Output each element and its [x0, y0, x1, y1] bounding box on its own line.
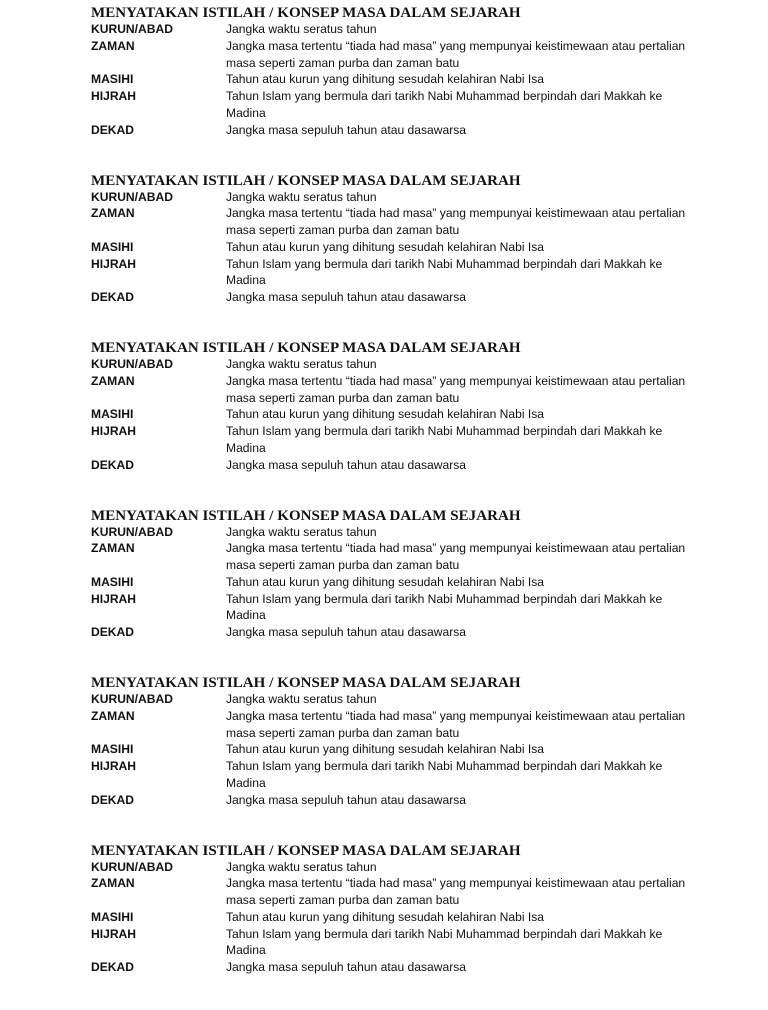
term-label: DEKAD: [91, 457, 226, 474]
term-definition: Jangka masa sepuluh tahun atau dasawarsa: [226, 624, 691, 641]
block-title: MENYATAKAN ISTILAH / KONSEP MASA DALAM SEJARAH: [91, 5, 691, 21]
term-label: HIJRAH: [91, 423, 226, 440]
term-row: [91, 708, 691, 742]
term-block: [91, 675, 691, 843]
term-row: [91, 457, 691, 474]
term-label: HIJRAH: [91, 758, 226, 775]
term-row: [91, 959, 691, 976]
term-list: [91, 21, 691, 139]
term-block: [91, 173, 691, 341]
term-definition: Tahun atau kurun yang dihitung sesudah kelahiran Nabi Isa: [226, 574, 691, 591]
term-definition: Tahun Islam yang bermula dari tarikh Nabi Muhammad berpindah dari Makkah ke Madina: [226, 591, 691, 625]
term-block: [91, 508, 691, 676]
term-row: [91, 741, 691, 758]
term-definition: Jangka masa sepuluh tahun atau dasawarsa: [226, 792, 691, 809]
block-title: MENYATAKAN ISTILAH / KONSEP MASA DALAM SEJARAH: [91, 843, 691, 859]
term-label: DEKAD: [91, 122, 226, 139]
term-label: MASIHI: [91, 909, 226, 926]
term-definition: Jangka waktu seratus tahun: [226, 859, 691, 876]
term-definition: Jangka masa tertentu “tiada had masa” yang mempunyai keistimewaan atau pertalian masa seperti zaman purba dan zaman batu: [226, 205, 691, 239]
term-row: [91, 624, 691, 641]
term-row: [91, 373, 691, 407]
term-row: [91, 792, 691, 809]
term-row: [91, 574, 691, 591]
term-block: [91, 5, 691, 173]
term-row: [91, 256, 691, 290]
term-definition: Tahun atau kurun yang dihitung sesudah kelahiran Nabi Isa: [226, 741, 691, 758]
term-definition: Tahun Islam yang bermula dari tarikh Nabi Muhammad berpindah dari Makkah ke Madina: [226, 758, 691, 792]
term-label: MASIHI: [91, 406, 226, 423]
document-page: [91, 5, 691, 1010]
term-label: DEKAD: [91, 289, 226, 306]
term-row: [91, 909, 691, 926]
term-list: [91, 859, 691, 977]
term-label: KURUN/ABAD: [91, 189, 226, 206]
term-definition: Tahun Islam yang bermula dari tarikh Nabi Muhammad berpindah dari Makkah ke Madina: [226, 256, 691, 290]
term-row: [91, 205, 691, 239]
term-block: [91, 340, 691, 508]
term-definition: Jangka masa sepuluh tahun atau dasawarsa: [226, 959, 691, 976]
term-definition: Jangka masa sepuluh tahun atau dasawarsa: [226, 457, 691, 474]
block-title: MENYATAKAN ISTILAH / KONSEP MASA DALAM SEJARAH: [91, 173, 691, 189]
term-definition: Jangka masa tertentu “tiada had masa” yang mempunyai keistimewaan atau pertalian masa seperti zaman purba dan zaman batu: [226, 373, 691, 407]
term-definition: Jangka waktu seratus tahun: [226, 189, 691, 206]
term-label: HIJRAH: [91, 926, 226, 943]
term-definition: Tahun atau kurun yang dihitung sesudah kelahiran Nabi Isa: [226, 909, 691, 926]
block-title: MENYATAKAN ISTILAH / KONSEP MASA DALAM SEJARAH: [91, 340, 691, 356]
term-label: KURUN/ABAD: [91, 356, 226, 373]
term-label: KURUN/ABAD: [91, 524, 226, 541]
term-label: DEKAD: [91, 624, 226, 641]
term-row: [91, 71, 691, 88]
term-definition: Jangka waktu seratus tahun: [226, 21, 691, 38]
term-label: ZAMAN: [91, 205, 226, 222]
term-row: [91, 21, 691, 38]
term-row: [91, 758, 691, 792]
term-row: [91, 406, 691, 423]
term-row: [91, 859, 691, 876]
term-label: MASIHI: [91, 741, 226, 758]
term-definition: Jangka masa tertentu “tiada had masa” yang mempunyai keistimewaan atau pertalian masa seperti zaman purba dan zaman batu: [226, 540, 691, 574]
term-row: [91, 189, 691, 206]
term-row: [91, 691, 691, 708]
term-definition: Jangka waktu seratus tahun: [226, 524, 691, 541]
term-definition: Tahun Islam yang bermula dari tarikh Nabi Muhammad berpindah dari Makkah ke Madina: [226, 88, 691, 122]
term-label: DEKAD: [91, 959, 226, 976]
term-list: [91, 524, 691, 642]
term-definition: Tahun Islam yang bermula dari tarikh Nabi Muhammad berpindah dari Makkah ke Madina: [226, 926, 691, 960]
term-row: [91, 289, 691, 306]
term-definition: Tahun atau kurun yang dihitung sesudah kelahiran Nabi Isa: [226, 71, 691, 88]
term-label: MASIHI: [91, 574, 226, 591]
term-row: [91, 88, 691, 122]
term-definition: Tahun atau kurun yang dihitung sesudah kelahiran Nabi Isa: [226, 239, 691, 256]
term-label: ZAMAN: [91, 38, 226, 55]
term-label: HIJRAH: [91, 256, 226, 273]
term-list: [91, 691, 691, 809]
term-label: ZAMAN: [91, 540, 226, 557]
term-label: KURUN/ABAD: [91, 21, 226, 38]
block-title: MENYATAKAN ISTILAH / KONSEP MASA DALAM SEJARAH: [91, 508, 691, 524]
term-definition: Tahun atau kurun yang dihitung sesudah kelahiran Nabi Isa: [226, 406, 691, 423]
term-definition: Jangka masa sepuluh tahun atau dasawarsa: [226, 122, 691, 139]
term-label: ZAMAN: [91, 875, 226, 892]
term-definition: Jangka masa tertentu “tiada had masa” yang mempunyai keistimewaan atau pertalian masa seperti zaman purba dan zaman batu: [226, 875, 691, 909]
term-definition: Jangka masa tertentu “tiada had masa” yang mempunyai keistimewaan atau pertalian masa seperti zaman purba dan zaman batu: [226, 38, 691, 72]
term-block: [91, 843, 691, 1010]
term-label: KURUN/ABAD: [91, 859, 226, 876]
term-definition: Jangka waktu seratus tahun: [226, 691, 691, 708]
term-row: [91, 239, 691, 256]
term-label: HIJRAH: [91, 88, 226, 105]
term-row: [91, 926, 691, 960]
term-definition: Jangka waktu seratus tahun: [226, 356, 691, 373]
term-definition: Tahun Islam yang bermula dari tarikh Nabi Muhammad berpindah dari Makkah ke Madina: [226, 423, 691, 457]
block-title: MENYATAKAN ISTILAH / KONSEP MASA DALAM SEJARAH: [91, 675, 691, 691]
term-label: KURUN/ABAD: [91, 691, 226, 708]
term-label: HIJRAH: [91, 591, 226, 608]
term-row: [91, 356, 691, 373]
term-label: MASIHI: [91, 239, 226, 256]
term-row: [91, 38, 691, 72]
term-list: [91, 356, 691, 474]
term-label: DEKAD: [91, 792, 226, 809]
term-row: [91, 875, 691, 909]
term-row: [91, 540, 691, 574]
term-definition: Jangka masa sepuluh tahun atau dasawarsa: [226, 289, 691, 306]
term-definition: Jangka masa tertentu “tiada had masa” yang mempunyai keistimewaan atau pertalian masa seperti zaman purba dan zaman batu: [226, 708, 691, 742]
term-row: [91, 423, 691, 457]
term-list: [91, 189, 691, 307]
term-row: [91, 524, 691, 541]
term-row: [91, 591, 691, 625]
term-label: ZAMAN: [91, 373, 226, 390]
term-label: ZAMAN: [91, 708, 226, 725]
term-row: [91, 122, 691, 139]
term-label: MASIHI: [91, 71, 226, 88]
